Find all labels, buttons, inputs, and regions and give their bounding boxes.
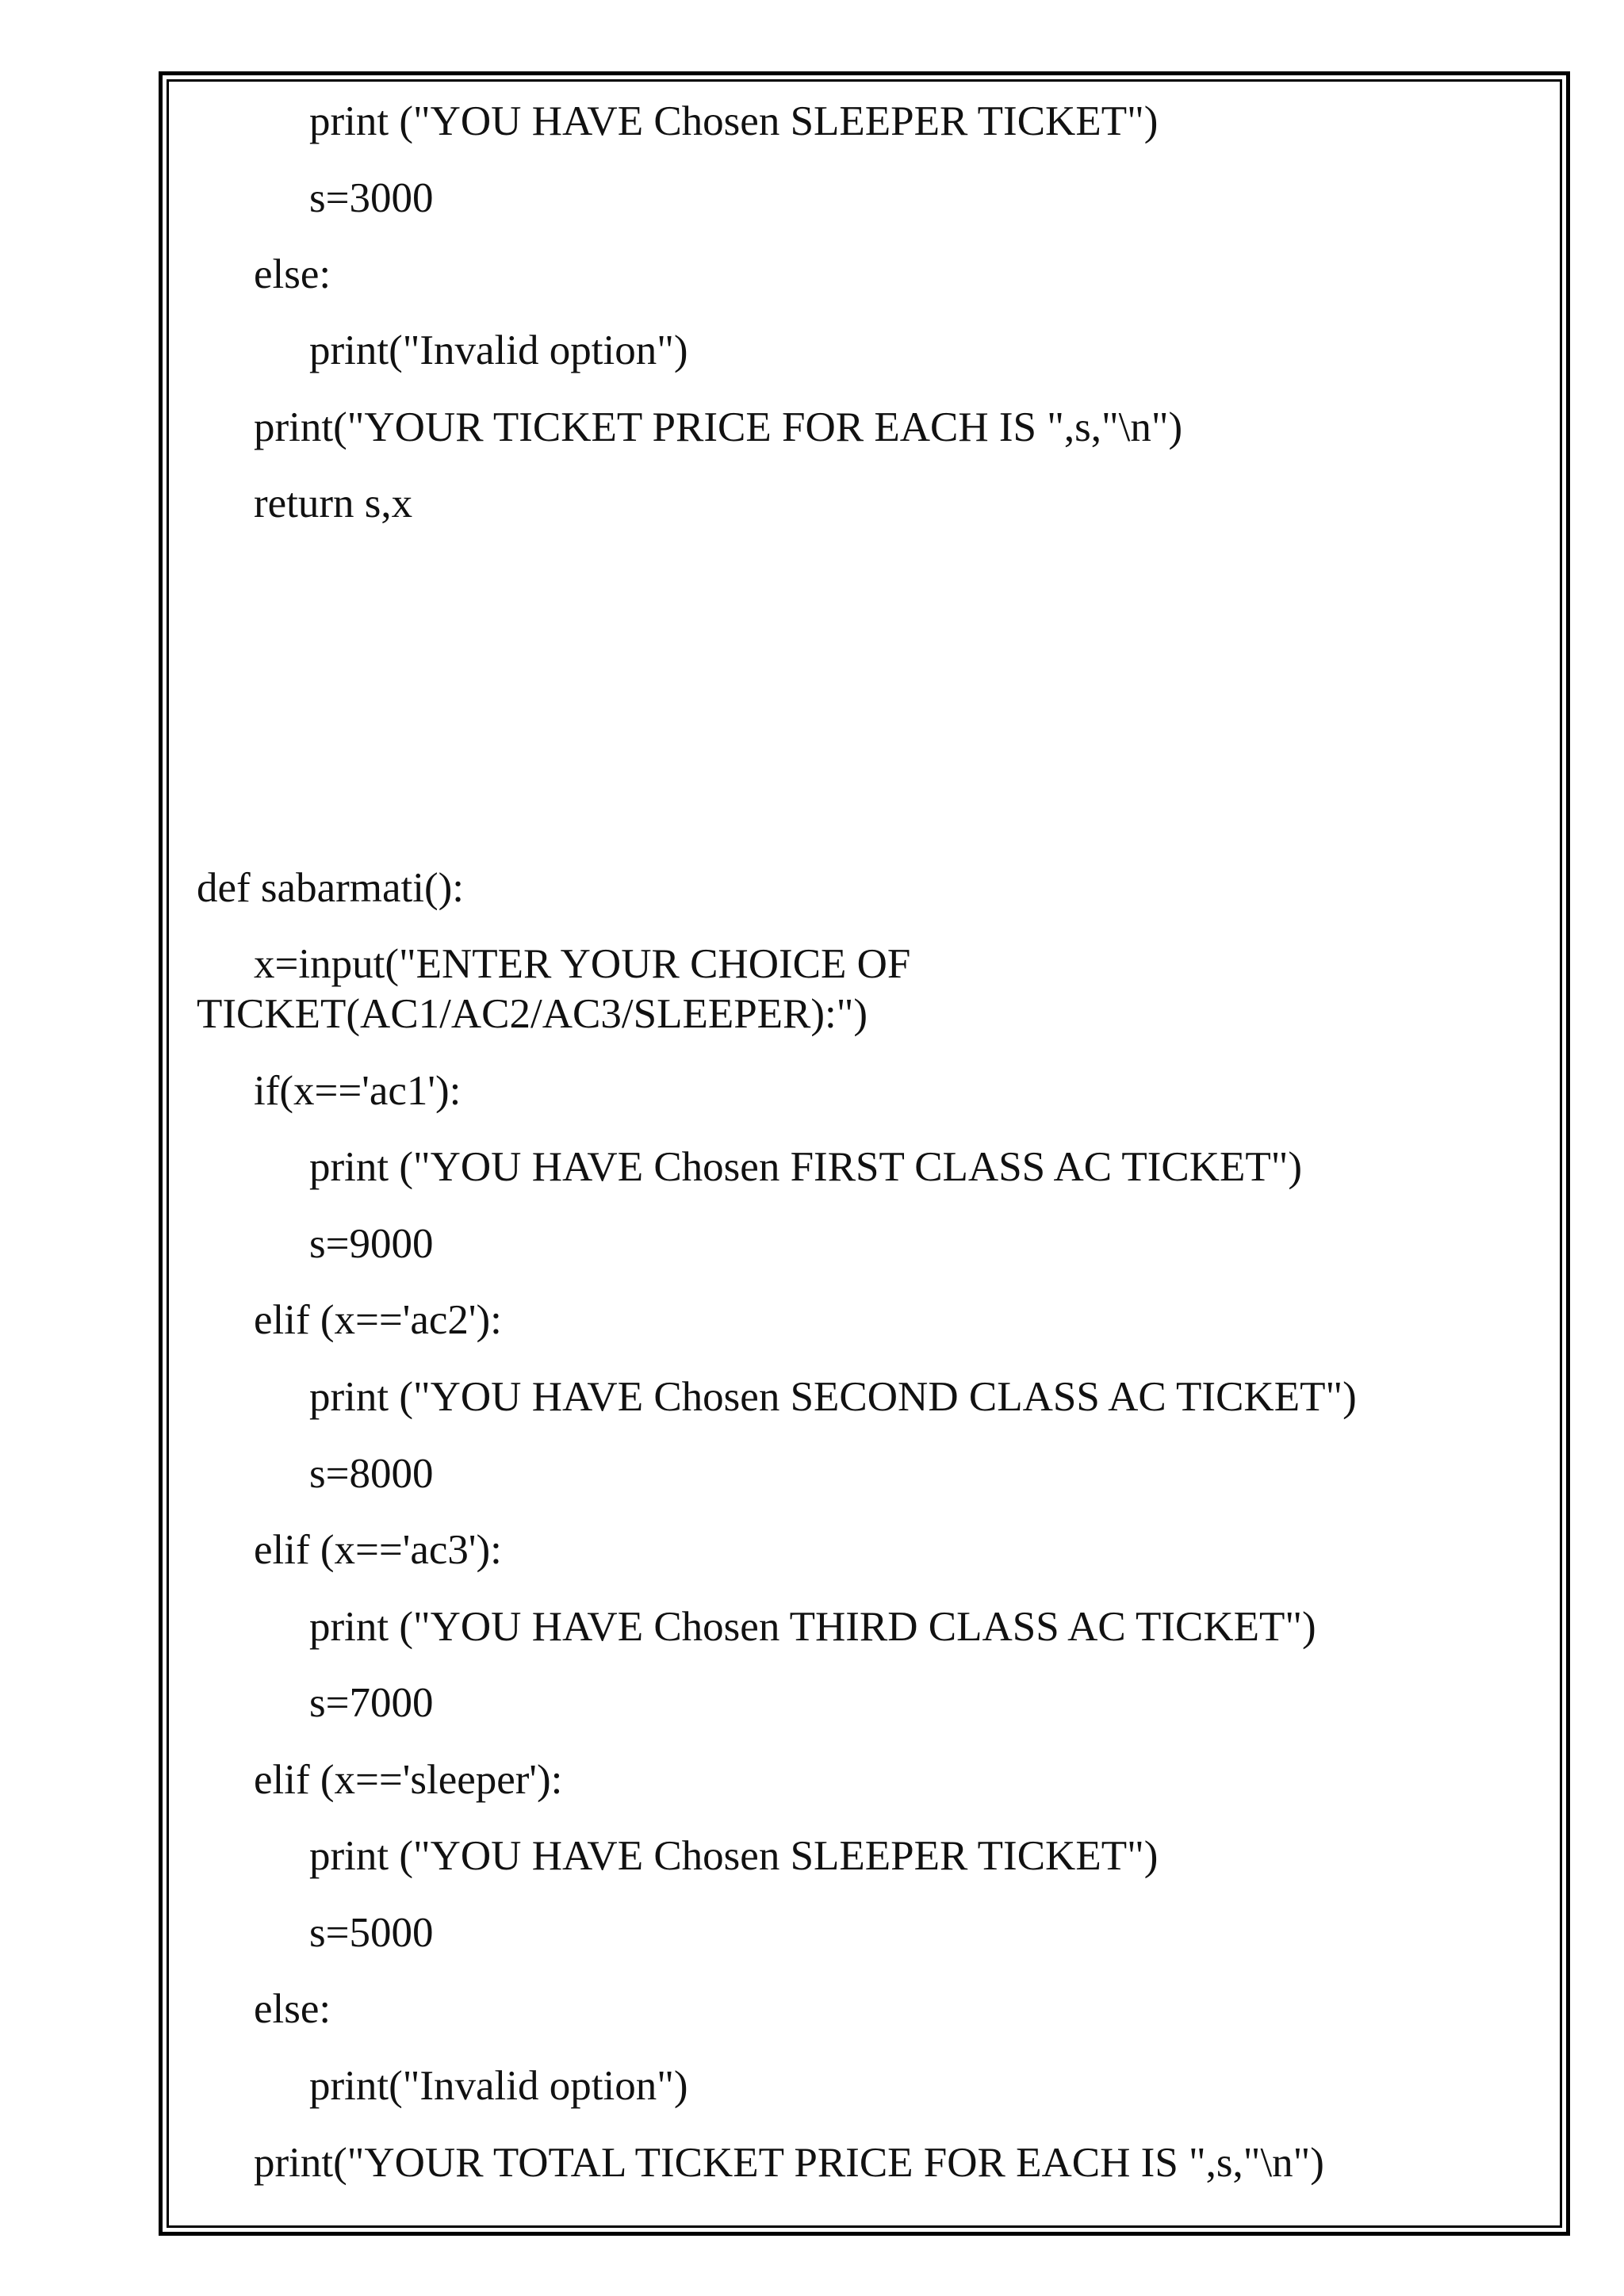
code-line: print ("YOU HAVE Chosen SECOND CLASS AC TICKET")	[309, 1374, 1357, 1420]
code-line: s=5000	[309, 1910, 434, 1956]
code-line: print ("YOU HAVE Chosen SLEEPER TICKET")	[309, 98, 1159, 144]
code-line: s=9000	[309, 1221, 434, 1267]
code-line: TICKET(AC1/AC2/AC3/SLEEPER):")	[197, 991, 868, 1037]
code-line: s=8000	[309, 1451, 434, 1497]
code-line: print ("YOU HAVE Chosen FIRST CLASS AC TICKET")	[309, 1144, 1303, 1190]
code-line: print("YOUR TOTAL TICKET PRICE FOR EACH IS ",s,"\n")	[254, 2140, 1324, 2186]
code-line: return s,x	[254, 480, 413, 526]
code-line: print("YOUR TICKET PRICE FOR EACH IS ",s,"\n")	[254, 404, 1183, 450]
code-line: elif (x=='sleeper'):	[254, 1757, 563, 1803]
code-line: x=input("ENTER YOUR CHOICE OF	[254, 941, 911, 987]
code-line: if(x=='ac1'):	[254, 1068, 462, 1114]
code-line: elif (x=='ac2'):	[254, 1297, 502, 1343]
code-line: else:	[254, 251, 331, 297]
code-line: print("Invalid option")	[309, 327, 688, 373]
code-line: print("Invalid option")	[309, 2063, 688, 2109]
code-line: print ("YOU HAVE Chosen SLEEPER TICKET")	[309, 1833, 1159, 1879]
code-line: s=7000	[309, 1680, 434, 1726]
code-line: print ("YOU HAVE Chosen THIRD CLASS AC TICKET")	[309, 1604, 1316, 1650]
code-line: def sabarmati():	[197, 865, 464, 911]
code-line: elif (x=='ac3'):	[254, 1527, 502, 1573]
code-line: else:	[254, 1986, 331, 2032]
code-line: s=3000	[309, 175, 434, 221]
